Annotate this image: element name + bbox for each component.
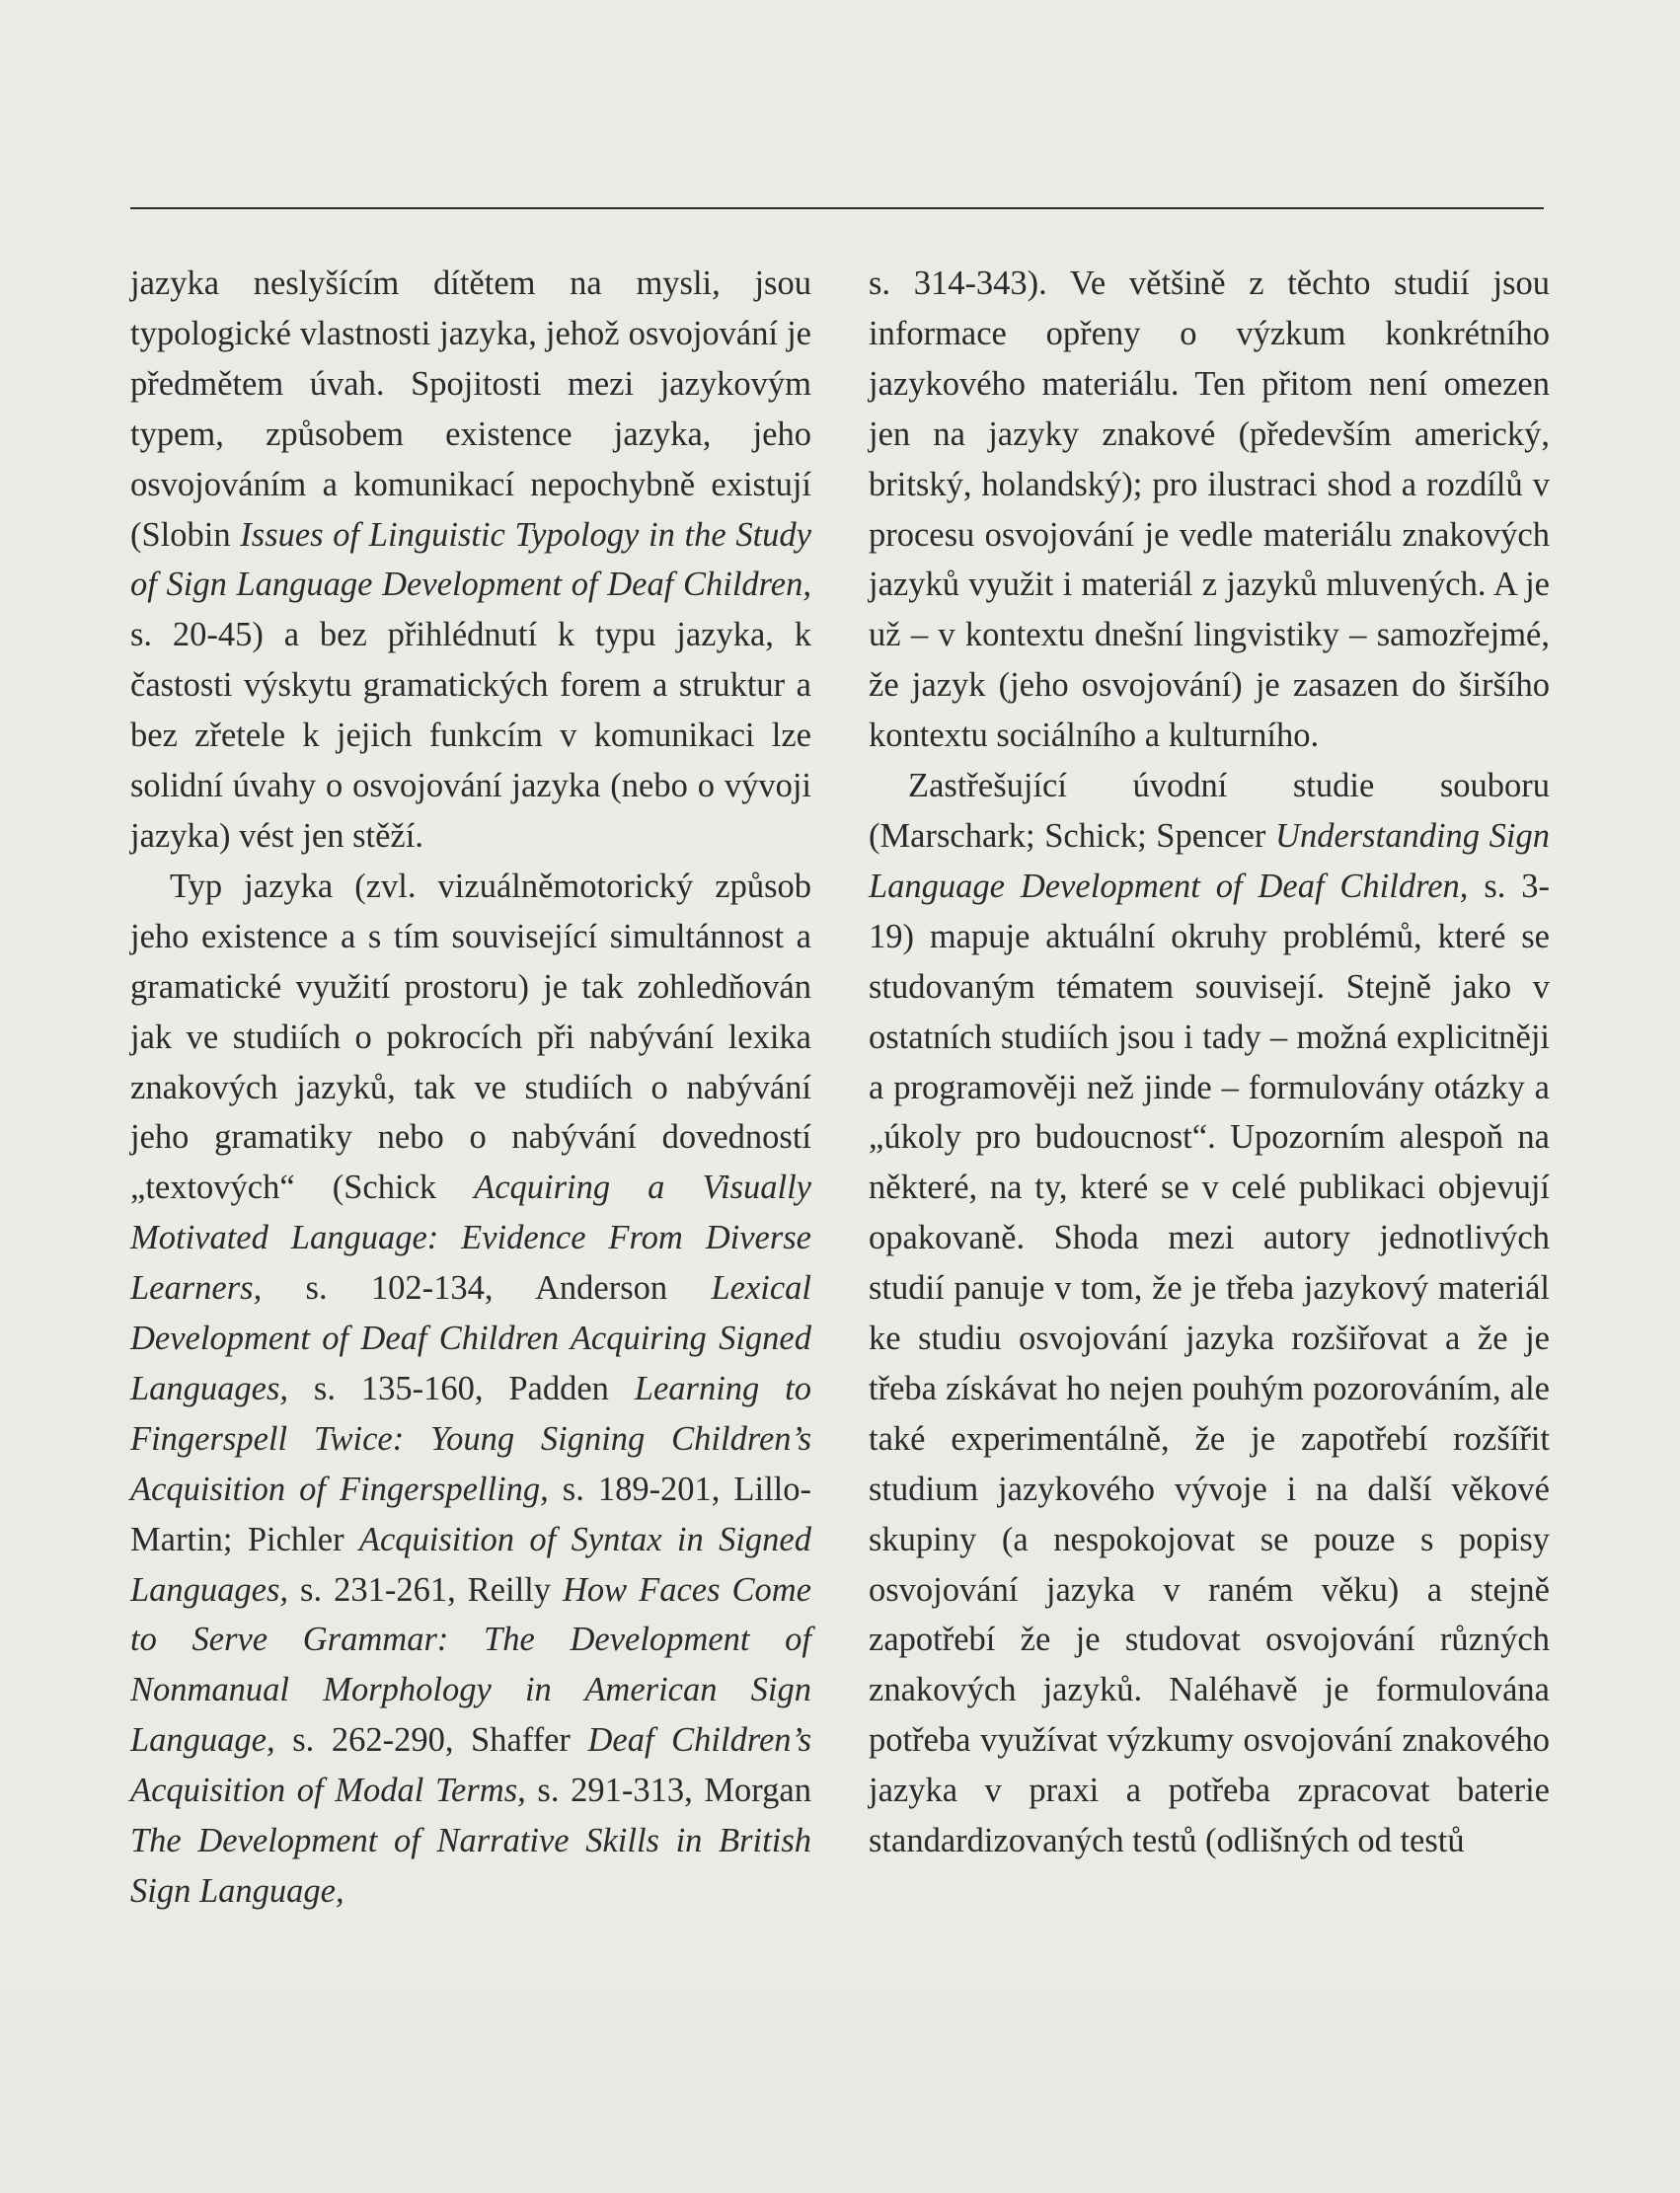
body-text: Zastřešující úvodní studie souboru (Marschark; Schick; Spencer [869,767,1550,855]
body-text: jazyka neslyšícím dítětem na mysli, jsou typologické vlastnosti jazyka, jehož osvojování je předmětem úvah. Spojitosti mezi jazykovým typem, způsobem existence jazyka, jeho osvojováním a komunikací nepochybně existují (Slobin [130,265,811,554]
body-text: s. 291-313, Morgan [525,1772,811,1810]
body-text: s. 314-343). Ve většině z těchto studií jsou informace opřeny o výzkum konkrétního jazykového materiálu. Ten přitom není omezen jen na jazyky znakové (především americký, britský, holandský); pro ilustraci shod a rozdílů v procesu osvojování je vedle materiálu znakových jazyků využit i materiál z jazyků mluvených. A je už – v kontextu dnešní lingvistiky – samozřejmé, že jazyk (jeho osvojování) je zasazen do širšího kontextu sociálního a kulturního. [869,265,1550,755]
body-text: s. 3-19) mapuje aktuální okruhy problémů, které se studovaným tématem souvisejí. Stejně jako v ostatních studiích jsou i tady – možná explicitněji a programověji než jinde – formulovány otázky a „úkoly pro budoucnost“. Upozorním alespoň na některé, na ty, které se v celé publikaci objevují opakovaně. Shoda mezi autory jednotlivých studií panuje v tom, že je třeba jazykový materiál ke studiu osvojování jazyka rozšiřovat a že je třeba získávat ho nejen pouhým pozorováním, ale také experimentálně, že je zapotřebí rozšířit studium jazykového vývoje i na další věkové skupiny (a nespokojovat se pouze s popisy osvojování jazyka v raném věku) a stejně zapotřebí že je studovat osvojování různých znakových jazyků. Naléhavě je formulována potřeba využívat výzkumy osvojování znakového jazyka v praxi a potřeba zpracovat baterie standardizovaných testů (odlišných od testů [869,867,1550,1860]
italic-title-text: How Faces Come to Serve Grammar: The Development of Nonmanual Morphology in American Sign Language, [130,1570,811,1760]
italic-title-text: The Development of Narrative Skills in British Sign Language, [130,1822,811,1910]
right-paragraph-1 [869,259,1550,761]
italic-title-text: Acquisition of Syntax in Signed Languages, [130,1520,811,1609]
italic-title-text: Acquiring a Visually Motivated Language: Evidence From Diverse Learners, [130,1169,811,1308]
left-paragraph-2 [130,862,811,1917]
body-text: s. 135-160, Padden [288,1369,635,1407]
body-text: Typ jazyka (zvl. vizuálněmotorický způsob jeho existence a s tím související simultánnost a gramatické využití prostoru) je tak zohledňován jak ve studiích o pokrocích při nabývání lexika znakových jazyků, tak ve studiích o nabývání jeho gramatiky nebo o nabývání dovedností „textových“ (Schick [130,867,811,1207]
italic-title-text: Deaf Children’s Acquisition of Modal Terms, [130,1721,811,1810]
body-text: s. 189-201, Lillo-Martin; Pichler [130,1470,811,1558]
body-text: s. 262-290, Shaffer [274,1721,588,1760]
italic-title-text: Lexical Development of Deaf Children Acquiring Signed Languages, [130,1269,811,1407]
body-text: s. 20-45) a bez přihlédnutí k typu jazyka, k častosti výskytu gramatických forem a struktur a bez zřetele k jejich funkcím v komunikaci lze solidní úvahy o osvojování jazyka (nebo o vývoji jazyka) vést jen stěží. [130,616,811,855]
header-rule [130,207,1544,209]
left-paragraph-1 [130,259,811,862]
body-text: s. 231-261, Reilly [288,1570,563,1609]
italic-title-text: Understanding Sign Language Development of Deaf Children, [869,816,1550,905]
right-column [869,259,1550,1866]
italic-title-text: Issues of Linguistic Typology in the Study of Sign Language Development of Deaf Children, [130,515,811,604]
left-column [130,259,811,1917]
body-text: s. 102-134, Anderson [262,1269,712,1308]
italic-title-text: Learning to Fingerspell Twice: Young Signing Children’s Acquisition of Fingerspelling, [130,1369,811,1508]
right-paragraph-2 [869,761,1550,1866]
